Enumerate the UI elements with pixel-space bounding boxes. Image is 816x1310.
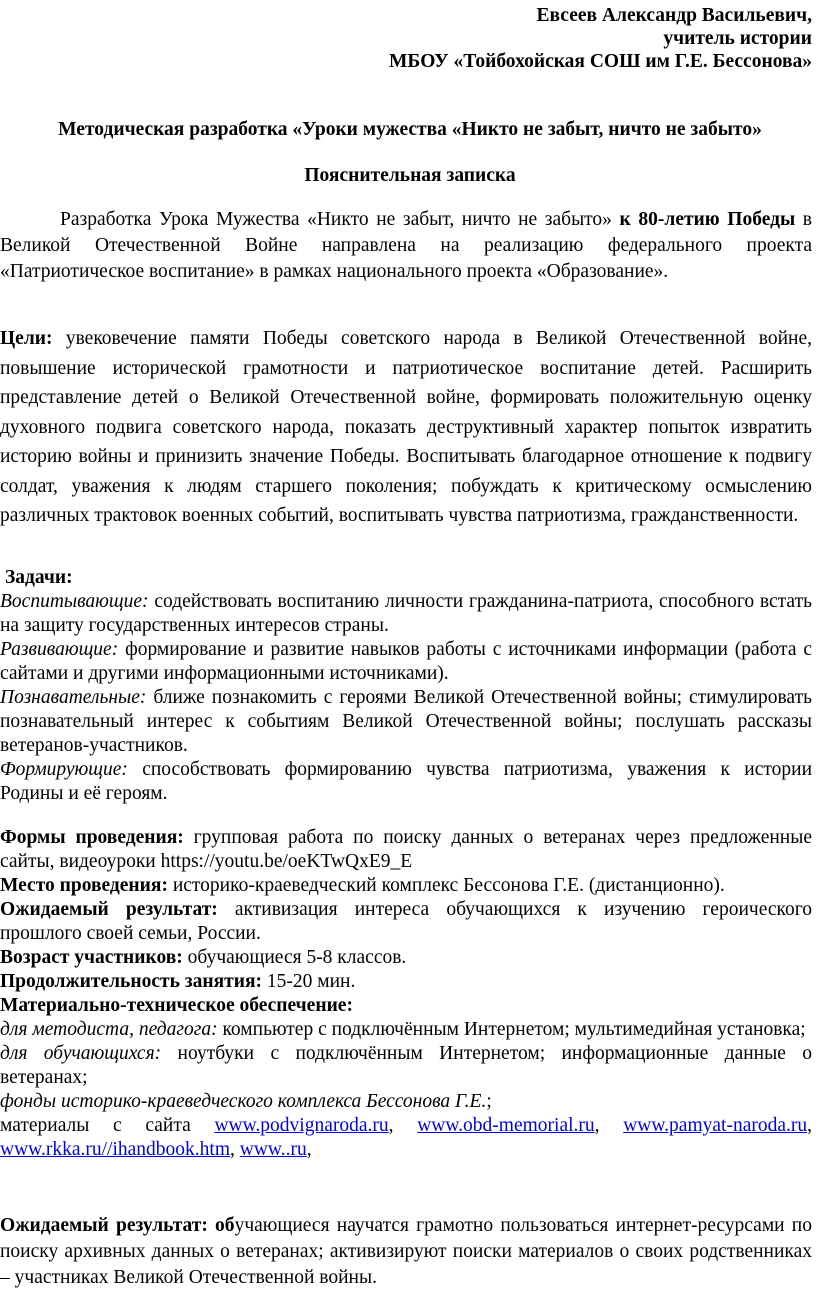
author-school: МБОУ «Тойбохойская СОШ им Г.Е. Бессонова» [389,51,812,72]
materials-label: Материально-техническое обеспечение: [0,995,353,1016]
task-label: Формирующие: [0,759,128,780]
materials-students [0,1042,812,1090]
forms-text: групповая работа по поиску данных о ветеранах через предложенные сайты, видеоуроки https://youtu.be/oeKTwQxE9_E [0,827,812,872]
task-item [0,590,812,638]
task-text: формирование и развитие навыков работы с источниками информации (работа с сайтами и другими информационными источниками). [0,639,812,684]
materials-funds [0,1090,812,1114]
task-item [0,686,812,758]
task-text: ближе познакомить с героями Великой Отечественной войны; стимулировать познавательный интерес к событиям Великой Отечественной войны; послушать рассказы ветеранов-участников. [0,687,812,756]
author-header [0,4,812,73]
author-name: Евсеев Александр Васильевич, [536,5,812,26]
link-podvignaroda[interactable]: www.podvignaroda.ru [214,1115,389,1136]
goals-text: увековечение памяти Победы советского народа в Великой Отечественной войне, повышение исторической грамотности и патриотическое воспитание детей. Расширить представление детей о Великой Отечественной войне, формировать положительную оценку духовного подвига советского народа, показать деструктивный характер попыток извратить историю войны и принизить значение Победы. Воспитывать благодарное отношение к подвигу солдат, уважения к людям старшего поколения; побуждать к критическому осмыслению различных трактовок военных событий, воспитывать чувства патриотизма, гражданственности. [0,328,812,526]
intro-text-1: Разработка Урока Мужества «Никто не забыт, ничто не забыто» [60,209,620,230]
place-paragraph [0,874,812,898]
task-label: Развивающие: [0,639,119,660]
funds-text: фонды историко-краеведческого комплекса Бессонова Г.Е. [0,1091,487,1112]
expected1-label: Ожидаемый результат: [0,899,218,920]
expected2-bold: об [207,1215,235,1236]
link-pamyat-naroda[interactable]: www.pamyat-naroda.ru [623,1115,808,1136]
goals-label: Цели: [0,328,53,349]
intro-paragraph [0,207,812,285]
place-label: Место проведения: [0,875,168,896]
expected2-label: Ожидаемый результат: [0,1215,208,1236]
duration-label: Продолжительность занятия: [0,971,262,992]
funds-tail: ; [486,1091,492,1112]
task-label: Воспитывающие: [0,591,149,612]
expected-result-1 [0,898,812,946]
task-label: Познавательные: [0,687,147,708]
tasks-label: Задачи: [5,567,73,588]
goals-paragraph [0,324,812,531]
task-text: способствовать формированию чувства патриотизма, уважения к истории Родины и её героям. [0,759,812,804]
link-ru[interactable]: www..ru [239,1139,307,1160]
author-position: учитель истории [663,28,812,49]
students-text: ноутбуки с подключённым Интернетом; информационные данные о ветеранах; [0,1043,812,1088]
link-separator: , [807,1115,812,1136]
methodist-label: для методиста, педагога: [0,1019,218,1040]
duration-text: 15-20 мин. [262,971,356,992]
methodist-text: компьютер с подключённым Интернетом; мультимедийная установка; [217,1019,806,1040]
task-item [0,758,812,806]
age-paragraph [0,946,812,970]
intro-text-2: в Великой Отечественной Войне направлена на реализацию федерального проекта «Патриотическое воспитание» в рамках национального проекта «Образование». [0,209,812,282]
details-section [0,826,812,1162]
task-item [0,638,812,686]
expected2-text: учающиеся научатся грамотно пользоваться интернет-ресурсами по поиску архивных данных о ветеранах; активизируют поиски материалов о своих родственниках – участниках Великой Отечественной войны. [0,1215,812,1288]
link-end: , [306,1139,312,1160]
link-separator: , [230,1139,240,1160]
materials-methodist [0,1018,812,1042]
link-obd-memorial[interactable]: www.obd-memorial.ru [417,1115,595,1136]
document-subtitle: Пояснительная записка [304,165,516,186]
link-separator: , [594,1115,624,1136]
task-text: содействовать воспитанию личности гражданина-патриота, способного встать на защиту государственных интересов страны. [0,591,812,636]
age-label: Возраст участников: [0,947,183,968]
expected-result-2 [0,1213,812,1291]
duration-paragraph [0,970,812,994]
age-text: обучающиеся 5-8 классов. [182,947,407,968]
forms-label: Формы проведения: [0,827,184,848]
link-separator: , [388,1115,418,1136]
forms-paragraph [0,826,812,874]
students-label: для обучающихся: [0,1043,162,1064]
tasks-section [0,566,812,806]
sites-prefix: материалы с сайта [0,1115,215,1136]
place-text: историко-краеведческий комплекс Бессонова Г.Е. (дистанционно). [167,875,725,896]
document-title: Методическая разработка «Уроки мужества «Никто не забыт, ничто не забыто» [58,119,762,140]
expected1-text: активизация интереса обучающихся к изучению героического прошлого своей семьи, России. [0,899,812,944]
link-rkka[interactable]: www.rkka.ru//ihandbook.htm [0,1139,230,1160]
materials-sites [0,1114,812,1162]
intro-bold: к 80-летию Победы [619,209,796,230]
